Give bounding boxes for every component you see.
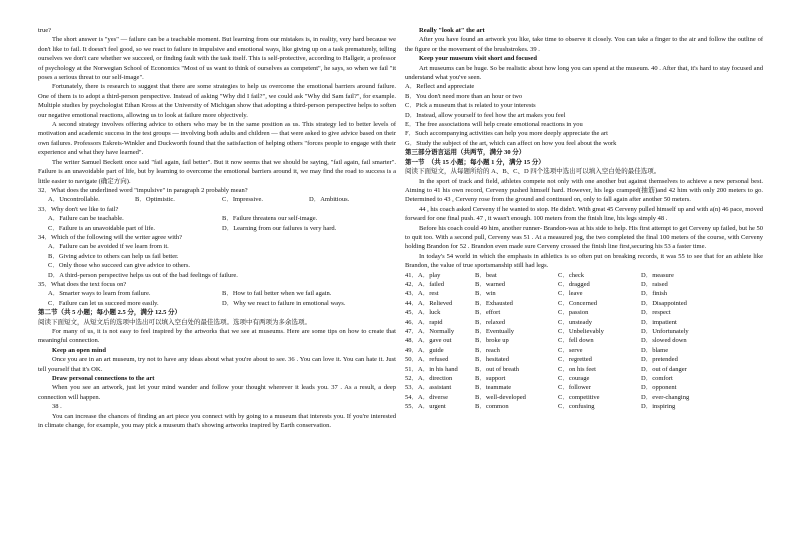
option: B．reach bbox=[475, 346, 500, 354]
option: C．confusing bbox=[558, 403, 595, 411]
option: D．Why we react to failure in emotional ways. bbox=[222, 299, 346, 307]
option-row bbox=[405, 355, 763, 364]
option-row bbox=[405, 402, 763, 411]
option: C．passion bbox=[558, 309, 589, 317]
option: 46．A．rapid bbox=[405, 318, 443, 326]
option: B．win bbox=[475, 290, 496, 298]
option: D．Unfortunately bbox=[641, 328, 689, 335]
option: 55．A．urgent bbox=[405, 403, 446, 411]
option: B．common bbox=[475, 403, 509, 411]
option: D．opponent bbox=[641, 384, 677, 392]
option: C．unsteady bbox=[558, 318, 592, 326]
option: C．Unbelievably bbox=[558, 328, 604, 335]
paragraph: A second strategy involves offering advice to others who may be in the same position as us. This strategy led to better levels of motivation and academic success in the test groups — involving both adults and children — that were asked to give advice based on their own failures. Professors Eskreis-Winkler and Duckworth found that the satisfaction of helping others "forces people to engage with their experience and what they have learned". bbox=[38, 121, 396, 157]
blank-38: 38 . bbox=[52, 403, 62, 411]
choice-item: B．You don't need more than an hour or two bbox=[405, 92, 523, 100]
paragraph: true? bbox=[38, 27, 51, 34]
part-title: 第三部分语言运用（共两节，满分 30 分） bbox=[405, 149, 526, 157]
paragraph: 44 , his coach asked Cerveny if he wanted to stop. He didn't. With great 45 Cerveny pulled himself up and with a(n) 46 pace, moved forward for one final push. 47 , it wasn't enough. 100 meters from the finish line, his legs simply 48 . bbox=[405, 205, 763, 223]
option: C．regretted bbox=[558, 356, 592, 364]
paragraph: After you have found an artwork you like, take time to observe it closely. You can take a finger to the air and follow the outline of the figure or the movement of the brushstrokes. 39 . bbox=[405, 36, 763, 53]
option: 53．A．assistant bbox=[405, 384, 452, 392]
paragraph: In the sport of track and field, athletes compete not only with one another but against themselves to achieve a new personal best. Aiming to 41 his own record, Cerveny pushed himself hard. However, his legs cramped(抽筋)and 42 him with only 200 meters to go. Determined to 43 , Cerveny rose from the ground and continued on, only to fall again after another 50 meters. bbox=[405, 177, 763, 204]
option: B．beat bbox=[475, 271, 497, 279]
option: D．measure bbox=[641, 271, 674, 279]
option: 54．A．diverse bbox=[405, 393, 448, 401]
option: 45．A．luck bbox=[405, 309, 441, 317]
option: C．dragged bbox=[558, 280, 590, 288]
option: B．Giving advice to others can help us fail better. bbox=[48, 252, 179, 260]
option: D．slowed down bbox=[641, 337, 687, 345]
option: 52．A．direction bbox=[405, 375, 453, 383]
subheading: Draw personal connections to the art bbox=[52, 375, 155, 383]
option: C．Impressive. bbox=[222, 196, 263, 204]
option: B．support bbox=[475, 375, 506, 383]
option: D．comfort bbox=[641, 375, 673, 383]
paragraph: Fortunately, there is research to suggest that there are some strategies to help us overcome the emotional barriers around failure. One of them is to adopt a third-person perspective. Instead of asking "Why did I fail?", we could ask "Why did Sam fail?", for example. Multiple studies by psychologist Ethan Kross at the University of Michigan show that adopting a third-person perspective helps to soften our negative emotional reactions, allowing us to look at failure more objectively. bbox=[38, 83, 396, 119]
option-row bbox=[405, 299, 763, 308]
option: B．effort bbox=[475, 309, 501, 317]
option: D．finish bbox=[641, 290, 667, 298]
question-35 bbox=[38, 280, 396, 308]
option: C．courage bbox=[558, 375, 590, 383]
choice-item: D．Instead, allow yourself to feel how the art makes you feel bbox=[405, 111, 566, 119]
paragraph: The short answer is "yes" — failure can be a teachable moment. But learning from our mistakes is, in reality, very hard because we don't like to fail. It doesn't feel good, so we react to failure in impulsive and emotional ways, like giving up on a task prematurely, telling ourselves we don't care whether we succeed, or finding fault with the task itself. This is self-protective, according to Hallgeir, a professor of psychology at the Norwegian School of Economics "Most of us want to think of ourselves as competent", he says, so when we fail "it poses a serious threat to our self-image". bbox=[38, 36, 396, 82]
option: C．Only those who succeed can give advice to others. bbox=[48, 262, 191, 270]
option: 51．A．in his hand bbox=[405, 365, 458, 373]
paragraph: Once you are in an art museum, try not to have any ideas about what you're about to see. 36 . You can love it. You can hate it. Just tell yourself that it's OK. bbox=[38, 356, 396, 373]
option: B．Eventually bbox=[475, 328, 514, 335]
option-row bbox=[405, 374, 763, 383]
option: B．hesitated bbox=[475, 356, 509, 364]
option: 41．A．play bbox=[405, 271, 441, 279]
option: 49．A．guide bbox=[405, 346, 444, 354]
choice-list bbox=[405, 82, 763, 148]
option: 47．A．Normally bbox=[405, 328, 455, 335]
subheading: Keep an open mind bbox=[52, 346, 106, 354]
option-row bbox=[405, 365, 763, 374]
option: 48．A．gave out bbox=[405, 337, 452, 345]
right-column bbox=[405, 26, 763, 412]
section-title: 第一节 （共 15 小题；每小题 1 分，满分 15 分） bbox=[405, 158, 545, 166]
option: C．check bbox=[558, 271, 584, 279]
cloze-options bbox=[405, 271, 763, 412]
paragraph: Before his coach could 49 him, another runner- Brandon-was at his side to help. His first attempt to get Cerveny up failed, but he 50 to quit too. With a second pull, Cerveny was 51 . At a measured jog, the two completed the final 100 meters of the course, with Cerveny holding Brandon for 52 . Brandon even made sure Cerveny crossed the finish line first,securing his 53 a faster time. bbox=[405, 224, 763, 251]
question-stem: 32．What does the underlined word "impulsive" in paragraph 2 probably mean? bbox=[38, 186, 248, 194]
option: 50．A．refused bbox=[405, 356, 449, 364]
option: D．Ambitious. bbox=[309, 196, 350, 204]
question-34 bbox=[38, 233, 396, 280]
subheading: Really "look at" the art bbox=[419, 27, 485, 34]
question-33 bbox=[38, 205, 396, 233]
option: C．on his feet bbox=[558, 365, 596, 373]
option: B．broke up bbox=[475, 337, 509, 345]
option: B．How to fail better when we fail again. bbox=[222, 290, 332, 298]
option: B．teammate bbox=[475, 384, 512, 392]
option: C．Failure can let us succeed more easily. bbox=[48, 299, 159, 307]
question-stem: 34．Which of the following will the writer agree with? bbox=[38, 233, 183, 241]
choice-item: E．The free associations will help create emotional reactions in you bbox=[405, 121, 583, 129]
section-instruction: 阅读下面短文，从短文后的选项中选出可以填入空白处的最佳选项。选项中有两项为多余选项。 bbox=[38, 318, 311, 326]
choice-item: G．Study the subject of the art, which can affect on how you feel about the work bbox=[405, 139, 617, 147]
option: B．warned bbox=[475, 280, 505, 288]
option: C．fell down bbox=[558, 337, 594, 345]
choice-item: F．Such accompanying activities can help you more deeply appreciate the art bbox=[405, 130, 608, 138]
option-row bbox=[405, 346, 763, 355]
option-row bbox=[405, 336, 763, 345]
option-row bbox=[405, 327, 763, 336]
choice-item: A．Reflect and appreciate bbox=[405, 83, 475, 91]
option: C．leave bbox=[558, 290, 583, 298]
option-row bbox=[405, 271, 763, 280]
paragraph: The writer Samuel Beckett once said "fail again, fail better". But it now seems that we should be saying, "fail again, fail smarter". Failure is an unavoidable part of life, but by learning to overcome the emotional barriers around it, we may find the road to success is a little easier to navigate (确定方向). bbox=[38, 158, 396, 185]
option: B．Failure threatens our self-image. bbox=[222, 215, 318, 223]
option: D．blame bbox=[641, 346, 669, 354]
option: D．A third-person perspective helps us out of the bad feelings of failure. bbox=[48, 271, 238, 279]
option: 44．A．Relieved bbox=[405, 299, 453, 307]
option: D．Learning from our failures is very hard. bbox=[222, 224, 337, 232]
option: C．serve bbox=[558, 346, 583, 354]
question-stem: 33．Why don't we like to fail? bbox=[38, 205, 119, 213]
paragraph: Art museums can be huge. So be realistic about how long you can spend at the museum. 40 . After that, it's hard to stay focused and understand what you've seen. bbox=[405, 64, 763, 82]
option: D．impatient bbox=[641, 318, 677, 326]
option: D．out of danger bbox=[641, 365, 687, 373]
option: A．Failure can be teachable. bbox=[48, 215, 124, 223]
subheading: Keep your museum visit short and focused bbox=[419, 55, 537, 63]
choice-item: C．Pick a museum that is related to your interests bbox=[405, 102, 536, 110]
section-instruction: 阅读下面短文，从每题所给的 A、B、C、D 四个选项中选出可以填入空白处的最佳选项。 bbox=[405, 168, 661, 176]
option: B．relaxed bbox=[475, 318, 505, 326]
option: D．Disappointed bbox=[641, 299, 687, 307]
option-row bbox=[405, 308, 763, 317]
paragraph: You can increase the chances of finding an art piece you connect with by going to a museum that interests you. If you're interested in climate change, for example, you may pick a museum that's showing artworks inspired by Earth conservation. bbox=[38, 412, 396, 430]
option: C．follower bbox=[558, 384, 591, 392]
section-title: 第二节（共 5 小题；每小题 2.5 分，满分 12.5 分） bbox=[38, 309, 181, 317]
option: B．Optimistic. bbox=[135, 196, 175, 204]
option: D．pretended bbox=[641, 356, 678, 364]
option: C．competitive bbox=[558, 393, 600, 401]
option: C．Concerned bbox=[558, 299, 597, 307]
question-32 bbox=[38, 186, 396, 205]
option: A．Failure can be avoided if we learn from it. bbox=[48, 243, 169, 251]
option: D．raised bbox=[641, 280, 668, 288]
left-column bbox=[38, 26, 396, 430]
option: 42．A．failed bbox=[405, 280, 444, 288]
option-row bbox=[405, 383, 763, 392]
option: D．ever-changing bbox=[641, 393, 690, 401]
option: A．Uncontrollable. bbox=[48, 196, 100, 204]
option: A．Smarter ways to learn from failure. bbox=[48, 290, 151, 298]
paragraph: In today's 54 world in which the emphasis in athletics is so often put on breaking records, it was 55 to see that for an athlete like Brandon, the value of true sportsmanship still had legs. bbox=[405, 252, 763, 270]
option: D．respect bbox=[641, 309, 671, 317]
paragraph: For many of us, it is not easy to feel inspired by the artworks that we see at museums. Here are some tips on how to create that meaningful connection. bbox=[38, 328, 396, 345]
option-row bbox=[405, 393, 763, 402]
option-row bbox=[405, 318, 763, 327]
option: 43．A．rest bbox=[405, 290, 439, 298]
paragraph: When you see an artwork, just let your mind wander and follow your thought wherever it leads you. 37 . As a result, a deep connection will happen. bbox=[38, 384, 396, 401]
option: B．well-developed bbox=[475, 393, 526, 401]
question-stem: 35．What does the text focus on? bbox=[38, 280, 127, 288]
option-row bbox=[405, 280, 763, 289]
option-row bbox=[405, 289, 763, 298]
option: C．Failure is an unavoidable part of life. bbox=[48, 224, 156, 232]
option: B．out of breath bbox=[475, 365, 520, 373]
option: D．inspiring bbox=[641, 403, 676, 411]
option: B．Exhausted bbox=[475, 299, 513, 307]
